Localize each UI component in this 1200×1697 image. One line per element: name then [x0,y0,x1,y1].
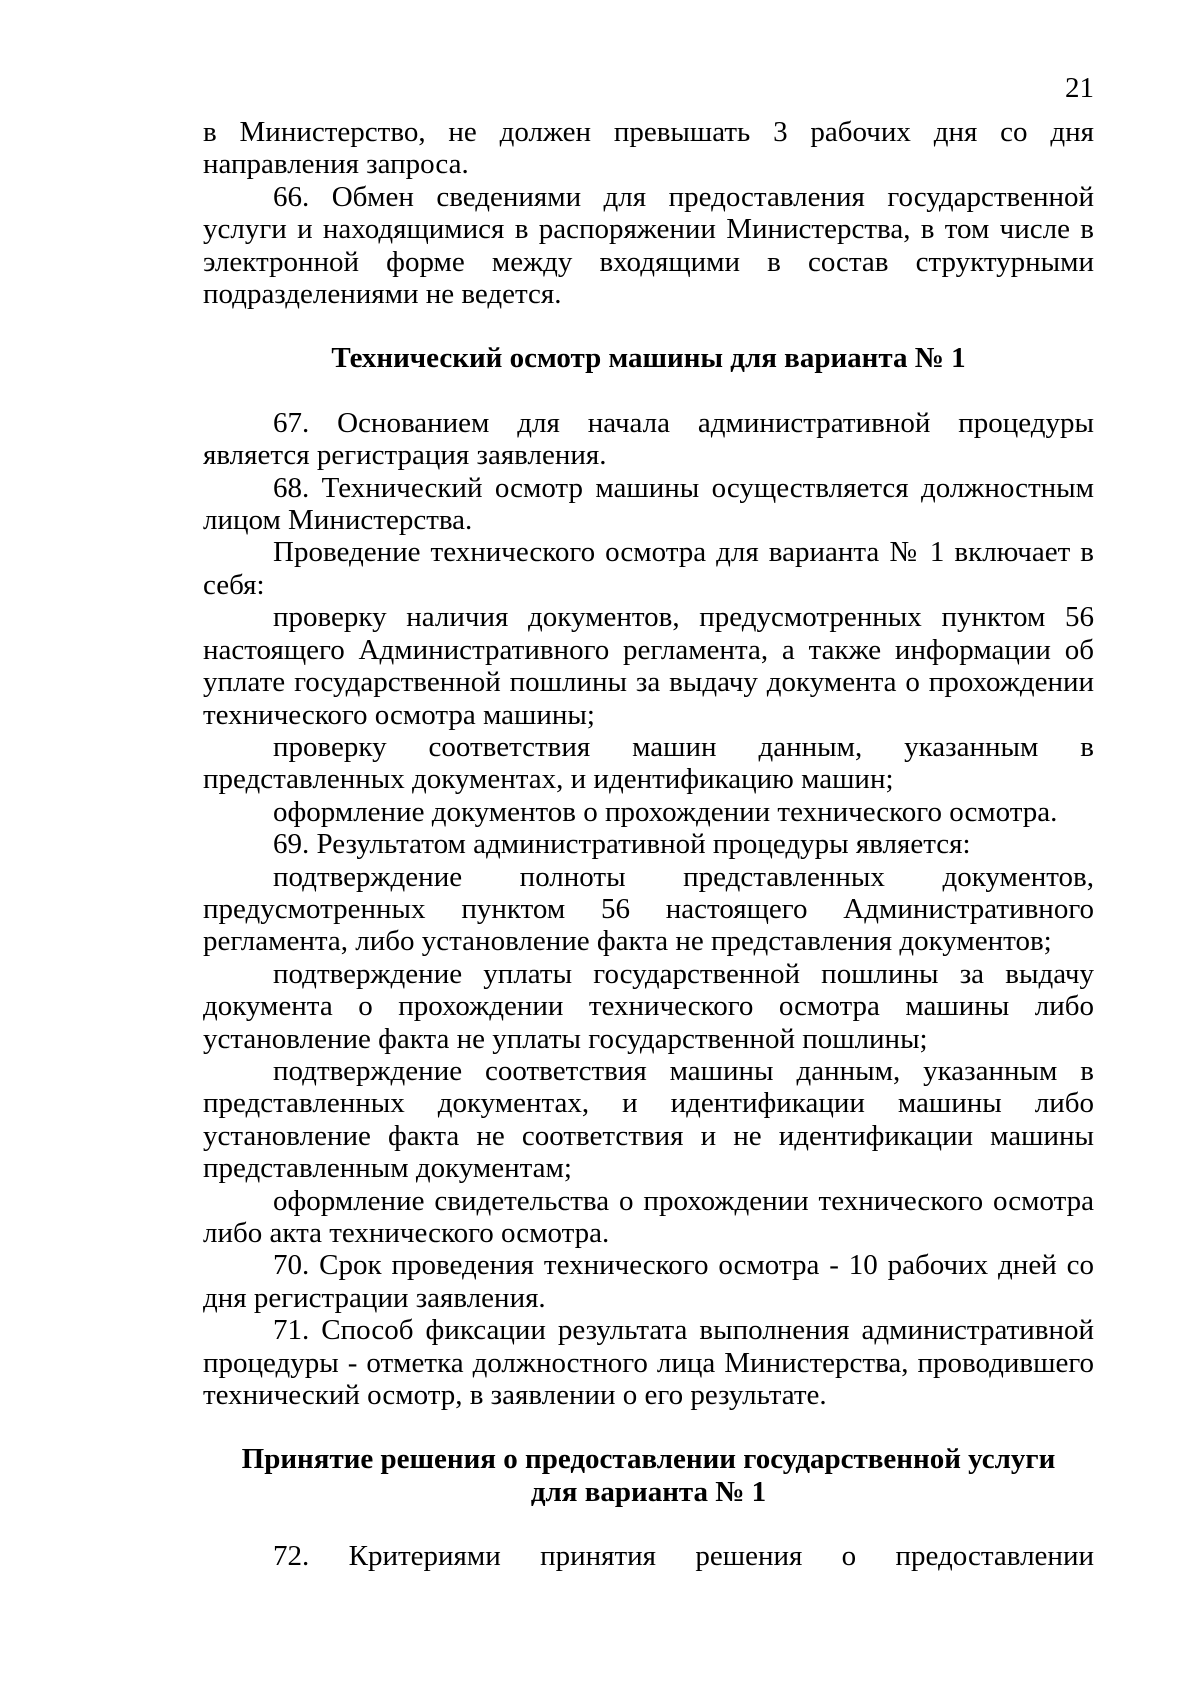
section-heading-2 [203,1443,1094,1508]
page-number: 21 [1065,72,1094,104]
section-heading-line: для варианта № 1 [530,1475,767,1508]
paragraph: в Министерство, не должен превышать 3 рабочих дня со дня направления запроса. [203,116,1094,181]
paragraph: 68. Технический осмотр машины осуществляется должностным лицом Министерства. [203,471,1094,537]
paragraph: Проведение технического осмотра для варианта № 1 включает в себя: [203,536,1094,601]
section-heading: Технический осмотр машины для варианта № 1 [331,342,966,375]
list-item: подтверждение полноты представленных документов, предусмотренных пунктом 56 настоящего Административного регламента, либо установление факта не представления документов; [203,860,1094,958]
list-item: подтверждение уплаты государственной пошлины за выдачу документа о прохождении технического осмотра машины либо установление факта не уплаты государственной пошлины; [203,957,1094,1055]
paragraph: 70. Срок проведения технического осмотра - 10 рабочих дней со дня регистрации заявления. [203,1249,1094,1314]
paragraph: 71. Способ фиксации результата выполнения административной процедуры - отметка должностного лица Министерства, проводившего технический осмотр, в заявлении о его результате. [203,1314,1094,1412]
paragraph: 69. Результатом административной процедуры является: [273,828,971,861]
paragraph: 72. Критериями принятия решения о предоставлении [273,1540,1094,1573]
paragraph: 66. Обмен сведениями для предоставления государственной услуги и находящимися в распоряжении Министерства, в том числе в электронной форме между входящими в состав структурными подразделениями не ведется. [203,180,1094,311]
document-body [203,116,1094,1573]
list-item: оформление документов о прохождении технического осмотра. [273,795,1058,828]
list-item: проверку наличия документов, предусмотренных пунктом 56 настоящего Административного регламента, а также информации об уплате государственной пошлины за выдачу документа о прохождении технического осмотра машины; [203,601,1094,731]
section-heading-line: Принятие решения о предоставлении государственной услуги [241,1443,1056,1476]
list-item: подтверждение соответствия машины данным, указанным в представленных документах, и идентификации машины либо установление факта не соответствия и не идентификации машины представленным документам; [203,1054,1094,1185]
paragraph: 67. Основанием для начала административной процедуры является регистрация заявления. [203,406,1094,472]
list-item: проверку соответствия машин данным, указанным в представленных документах, и идентификацию машин; [203,730,1094,796]
list-item: оформление свидетельства о прохождении технического осмотра либо акта технического осмотра. [203,1184,1094,1249]
